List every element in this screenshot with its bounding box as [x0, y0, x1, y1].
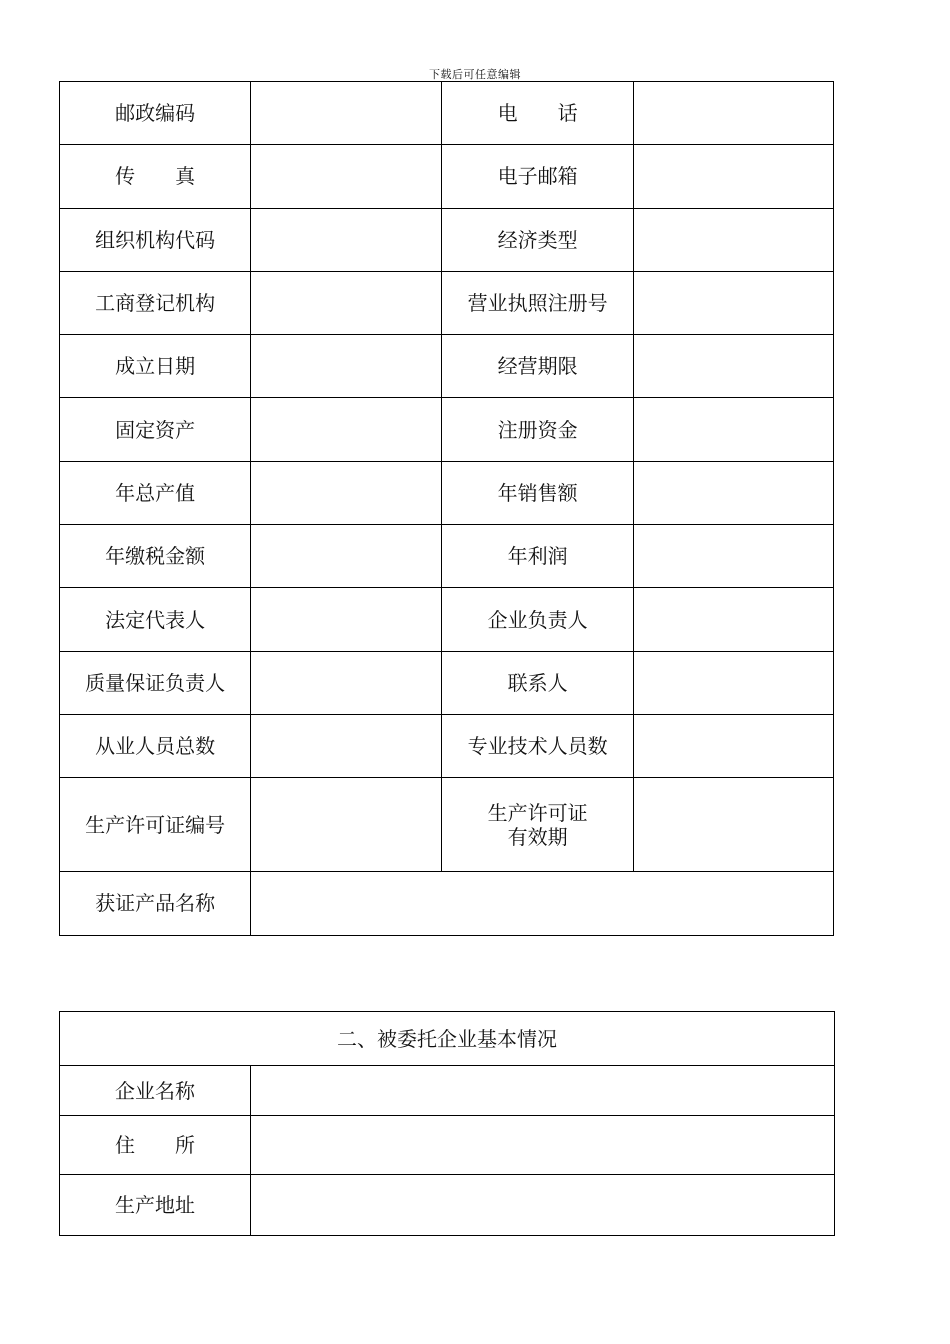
table-row [60, 588, 834, 651]
field-value[interactable] [633, 588, 833, 651]
field-label: 传 真 [60, 145, 251, 208]
field-label: 工商登记机构 [60, 271, 251, 334]
field-label: 成立日期 [60, 335, 251, 398]
enterprise-info-table [59, 81, 834, 936]
field-label: 生产地址 [60, 1175, 251, 1236]
license-validity-value[interactable] [633, 778, 833, 872]
field-label: 固定资产 [60, 398, 251, 461]
field-value[interactable] [251, 461, 442, 524]
table-row [60, 461, 834, 524]
header-note: 下载后可任意编辑 [429, 68, 521, 81]
entrusted-enterprise-table [59, 1011, 835, 1236]
products-row [60, 872, 834, 935]
field-value[interactable] [251, 208, 442, 271]
field-label: 邮政编码 [60, 82, 251, 145]
table-row [60, 1116, 835, 1175]
products-label: 获证产品名称 [60, 872, 251, 935]
section-title: 二、被委托企业基本情况 [60, 1012, 835, 1066]
field-value[interactable] [251, 398, 442, 461]
field-label: 电 话 [442, 82, 633, 145]
field-label: 经营期限 [442, 335, 633, 398]
table-row [60, 714, 834, 777]
field-value[interactable] [251, 1116, 835, 1175]
table-row [60, 271, 834, 334]
field-value[interactable] [633, 335, 833, 398]
field-label: 年总产值 [60, 461, 251, 524]
field-label: 注册资金 [442, 398, 633, 461]
field-label: 电子邮箱 [442, 145, 633, 208]
field-value[interactable] [251, 271, 442, 334]
field-label: 住 所 [60, 1116, 251, 1175]
field-label: 营业执照注册号 [442, 271, 633, 334]
field-value[interactable] [251, 335, 442, 398]
field-label: 质量保证负责人 [60, 651, 251, 714]
license-row [60, 778, 834, 872]
table-row [60, 525, 834, 588]
field-label: 年缴税金额 [60, 525, 251, 588]
table-row [60, 208, 834, 271]
field-label: 经济类型 [442, 208, 633, 271]
license-number-value[interactable] [251, 778, 442, 872]
field-value[interactable] [633, 461, 833, 524]
field-label: 年利润 [442, 525, 633, 588]
field-value[interactable] [251, 525, 442, 588]
field-label: 年销售额 [442, 461, 633, 524]
field-label: 从业人员总数 [60, 714, 251, 777]
products-value[interactable] [251, 872, 834, 935]
section-title-row [60, 1012, 835, 1066]
field-value[interactable] [251, 1066, 835, 1116]
field-value[interactable] [251, 1175, 835, 1236]
field-value[interactable] [251, 714, 442, 777]
field-value[interactable] [633, 145, 833, 208]
field-label: 联系人 [442, 651, 633, 714]
field-label: 企业负责人 [442, 588, 633, 651]
field-value[interactable] [633, 651, 833, 714]
field-value[interactable] [251, 588, 442, 651]
license-validity-label [442, 778, 633, 872]
field-value[interactable] [633, 208, 833, 271]
table-row [60, 1066, 835, 1116]
field-value[interactable] [633, 398, 833, 461]
field-value[interactable] [251, 145, 442, 208]
field-label: 专业技术人员数 [442, 714, 633, 777]
table-row [60, 335, 834, 398]
field-value[interactable] [633, 82, 833, 145]
table-row [60, 1175, 835, 1236]
field-value[interactable] [633, 271, 833, 334]
table-row [60, 398, 834, 461]
field-value[interactable] [633, 525, 833, 588]
field-label: 企业名称 [60, 1066, 251, 1116]
field-label: 法定代表人 [60, 588, 251, 651]
license-number-label: 生产许可证编号 [60, 778, 251, 872]
field-label: 组织机构代码 [60, 208, 251, 271]
table-row [60, 651, 834, 714]
table-row [60, 145, 834, 208]
field-value[interactable] [633, 714, 833, 777]
license-validity-label-line2: 有效期 [507, 824, 568, 849]
field-value[interactable] [251, 82, 442, 145]
field-value[interactable] [251, 651, 442, 714]
license-validity-label-line1: 生产许可证 [487, 800, 588, 825]
table-row [60, 82, 834, 145]
